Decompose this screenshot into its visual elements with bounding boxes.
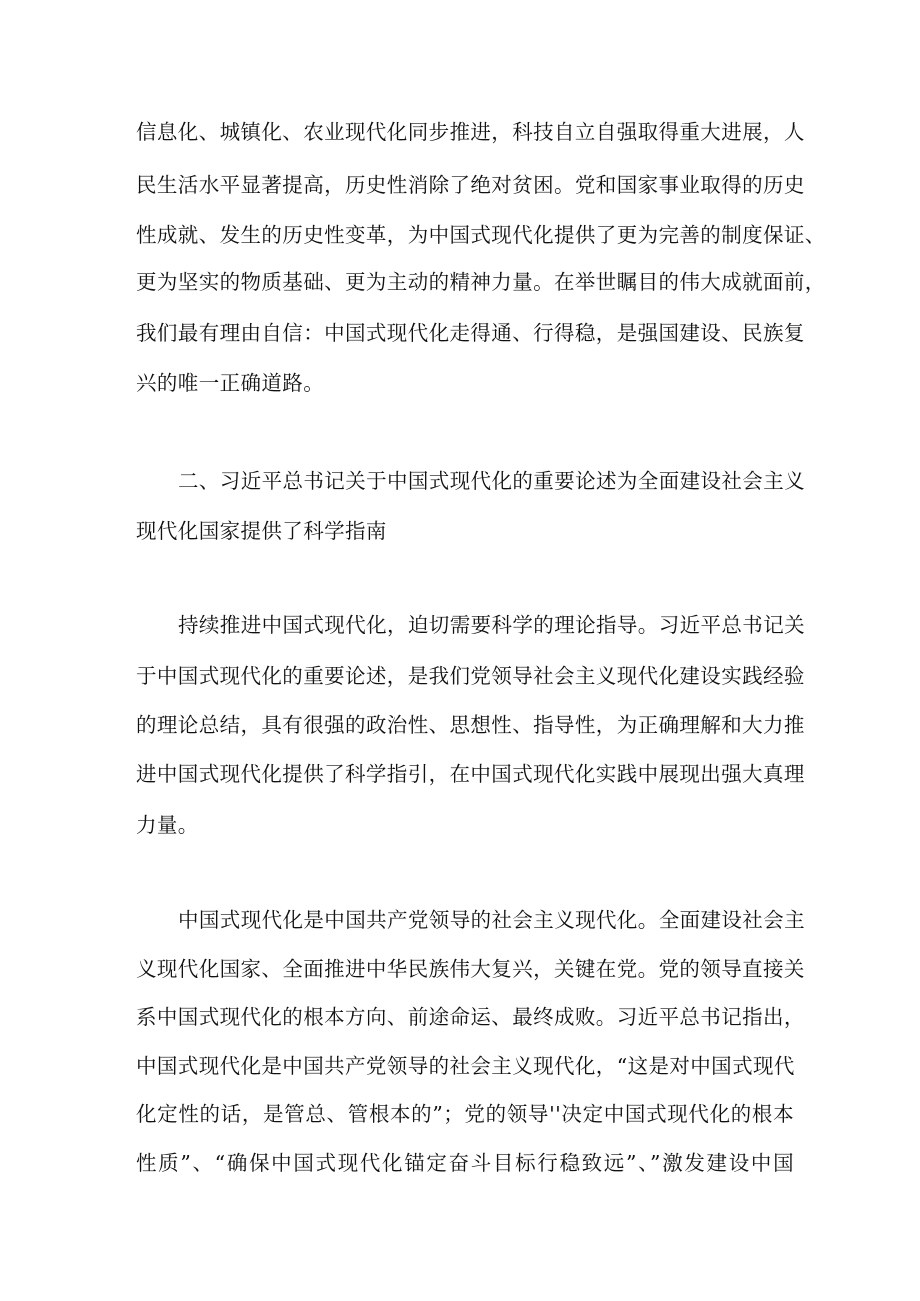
paragraph-line: 中国式现代化是中国共产党领导的社会主义现代化。全面建设社会主: [178, 908, 805, 932]
paragraph-line: 性成就、发生的历史性变革，为中国式现代化提供了更为完善的制度保证、: [136, 223, 826, 247]
paragraph-line: 持续推进中国式现代化，迫切需要科学的理论指导。习近平总书记关: [178, 613, 805, 637]
paragraph-line: 民生活水平显著提高，历史性消除了绝对贫困。党和国家事业取得的历史: [136, 173, 805, 197]
heading-line: 二、习近平总书记关于中国式现代化的重要论述为全面建设社会主义: [178, 469, 805, 493]
paragraph-line: 进中国式现代化提供了科学指引，在中国式现代化实践中展现出强大真理: [136, 762, 805, 786]
paragraph-line: 性质”、“确保中国式现代化锚定奋斗目标行稳致远”、”激发建设中国: [136, 1151, 794, 1175]
paragraph-line: 于中国式现代化的重要论述，是我们党领导社会主义现代化建设实践经验: [136, 664, 805, 688]
paragraph-line: 的理论总结，具有很强的政治性、思想性、指导性，为正确理解和大力推: [136, 713, 805, 737]
heading-line: 现代化国家提供了科学指南: [136, 519, 387, 543]
paragraph-line: 中国式现代化是中国共产党领导的社会主义现代化，“这是对中国式现代: [136, 1054, 795, 1078]
paragraph-line: 更为坚实的物质基础、更为主动的精神力量。在举世瞩目的伟大成就面前，: [136, 270, 826, 294]
paragraph-line: 化定性的话，是管总、管根本的”；党的领导''决定中国式现代化的根本: [136, 1102, 794, 1126]
paragraph-line: 义现代化国家、全面推进中华民族伟大复兴，关键在党。党的领导直接关: [136, 957, 805, 981]
paragraph-line: 力量。: [136, 813, 199, 837]
paragraph-line: 信息化、城镇化、农业现代化同步推进，科技自立自强取得重大进展，人: [136, 120, 805, 144]
paragraph-line: 系中国式现代化的根本方向、前途命运、最终成败。习近平总书记指出，: [136, 1005, 805, 1029]
paragraph-line: 兴的唯一正确道路。: [136, 371, 325, 395]
paragraph-line: 我们最有理由自信：中国式现代化走得通、行得稳，是强国建设、民族复: [136, 321, 805, 345]
